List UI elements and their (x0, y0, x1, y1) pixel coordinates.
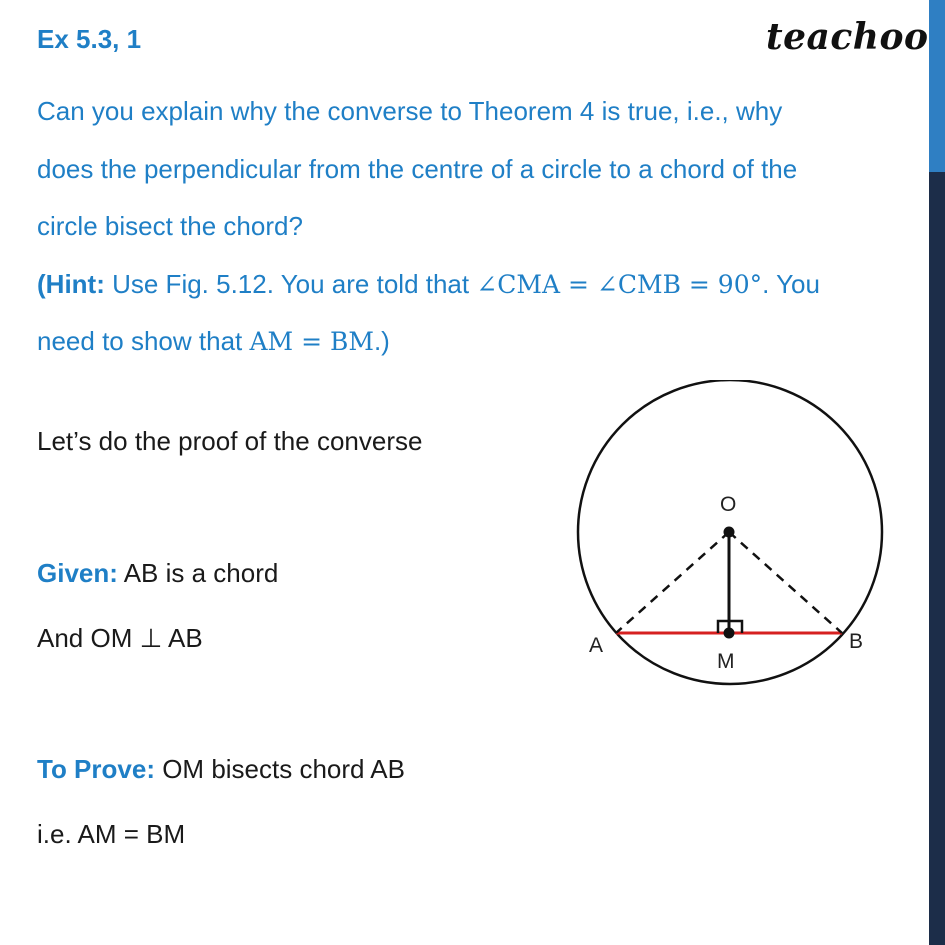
question-line-3: circle bisect the chord? (37, 211, 303, 241)
hint-line-2-end: .) (373, 326, 390, 356)
hint-open-paren: ( (37, 268, 46, 299)
given-statement (37, 558, 278, 589)
label-m: M (717, 650, 735, 673)
to-prove-statement (37, 754, 405, 785)
hint-text: Use Fig. 5.12. You are told that (104, 268, 477, 299)
ie-statement: i.e. AM = BM (37, 819, 186, 849)
label-b: B (849, 630, 864, 653)
question-text (37, 83, 917, 371)
perpendicular-statement: And OM ⊥ AB (37, 623, 203, 653)
scrollbar-thumb[interactable] (929, 0, 945, 172)
circle-figure (570, 380, 890, 690)
teachoo-logo: teachoo (766, 16, 929, 58)
to-prove-text: OM bisects chord AB (154, 754, 405, 784)
hint-text-end: . You (762, 268, 820, 299)
question-line-1: Can you explain why the converse to Theorem 4 is true, i.e., why (37, 96, 783, 126)
point-m (724, 628, 735, 639)
scrollbar-track[interactable] (929, 0, 945, 945)
point-o (724, 527, 735, 538)
hint-line-2-math: AM = BM (249, 327, 374, 356)
given-text: AB is a chord (117, 558, 279, 588)
circle-diagram (570, 380, 890, 690)
intro-text: Let’s do the proof of the converse (37, 426, 423, 456)
to-prove-label: To Prove: (37, 754, 155, 784)
hint-line-2 (37, 313, 917, 371)
dashed-ob (729, 532, 842, 633)
given-label: Given: (37, 558, 118, 588)
hint-label: Hint: (45, 268, 105, 299)
label-o: O (720, 493, 737, 516)
dashed-oa (616, 532, 729, 633)
question-line-2: does the perpendicular from the centre of a circle to a chord of the (37, 153, 798, 184)
hint-math: ∠CMA = ∠CMB = 90° (476, 269, 763, 299)
hint-line (37, 256, 917, 314)
hint-line-2-text: need to show that (37, 326, 250, 356)
label-a: A (589, 634, 604, 657)
exercise-title: Ex 5.3, 1 (37, 24, 142, 54)
